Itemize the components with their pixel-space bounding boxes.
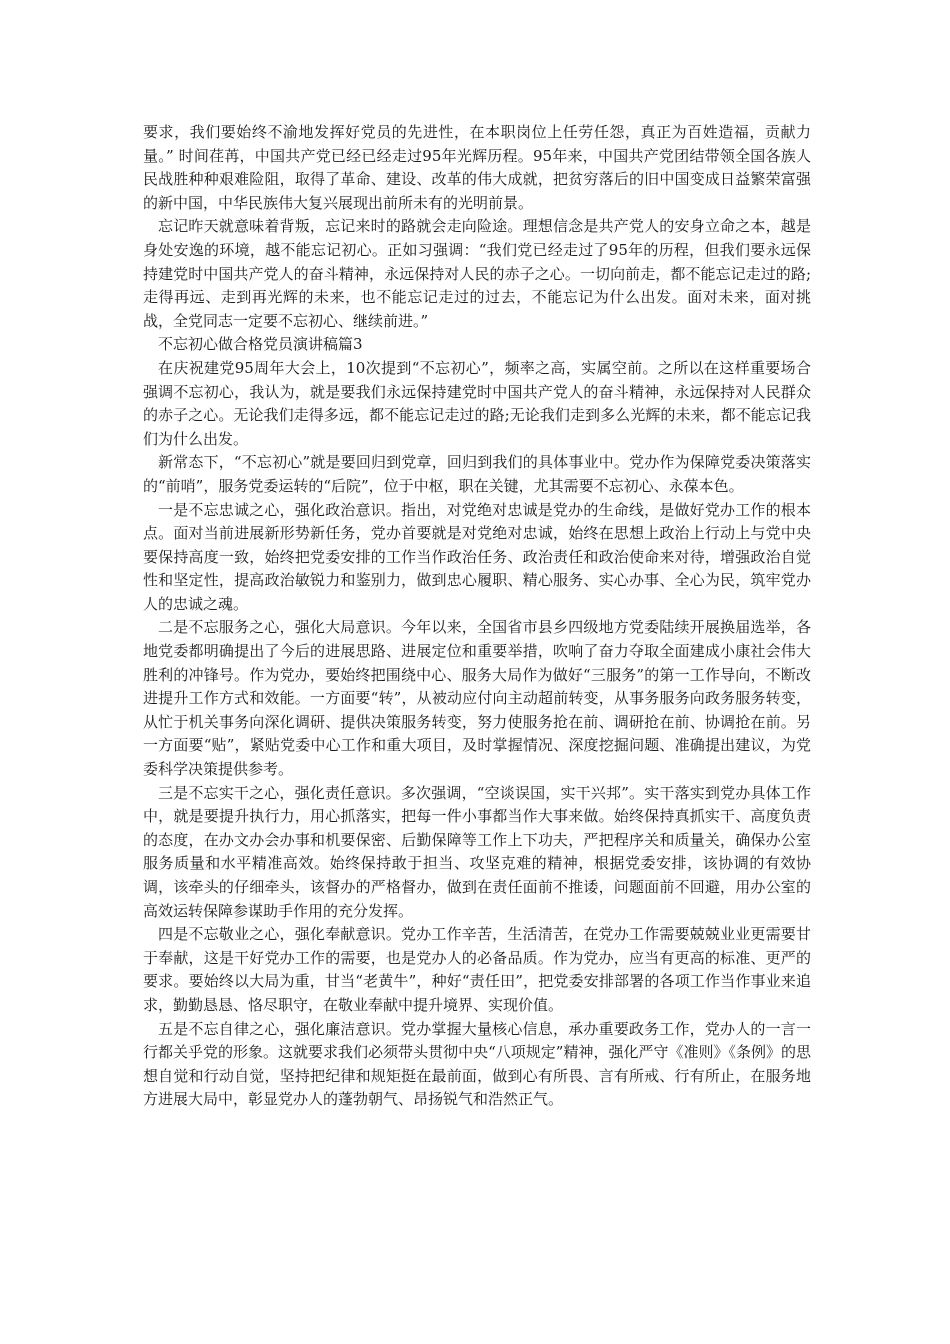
paragraph: 新常态下，“不忘初心”就是要回归到党章，回归到我们的具体事业中。党办作为保障党委决策落实的“前哨”，服务党委运转的“后院”，位于中枢，职在关键，尤其需要不忘初心、永葆本色。 — [143, 453, 811, 495]
paragraph: 忘记昨天就意味着背叛，忘记来时的路就会走向险途。理想信念是共产党人的安身立命之本，越是身处安逸的环境，越不能忘记初心。正如习强调：“我们党已经走过了95年的历程，但我们要永远保持建党时中国共产党人的奋斗精神，永远保持对人民的赤子之心。一切向前走，都不能忘记走过的路;走得再远、走到再光辉的未来，也不能忘记走过的过去，不能忘记为什么出发。面对未来，面对挑战，全党同志一定要不忘初心、继续前进。” — [143, 217, 811, 330]
paragraph: 三是不忘实干之心，强化责任意识。多次强调，“空谈误国，实干兴邦”。实干落实到党办具体工作中，就是要提升执行力，用心抓落实，把每一件小事都当作大事来做。始终保持真抓实干、高度负责的态度，在办文办会办事和机要保密、后勤保障等工作上下功夫，严把程序关和质量关，确保办公室服务质量和水平精准高效。始终保持敢于担当、攻坚克难的精神，根据党委安排，该协调的有效协调，该牵头的仔细牵头，该督办的严格督办，做到在责任面前不推诿，问题面前不回避，用办公室的高效运转保障参谋助手作用的充分发挥。 — [143, 783, 811, 920]
paragraph: 五是不忘自律之心，强化廉洁意识。党办掌握大量核心信息，承办重要政务工作，党办人的一言一行都关乎党的形象。这就要求我们必须带头贯彻中央“八项规定”精神，强化严守《准则》《条例》的思想自觉和行动自觉，坚持把纪律和规矩挺在最前面，做到心有所畏、言有所戒、行有所止，在服务地方进展大局中，彰显党办人的蓬勃朝气、昂扬锐气和浩然正气。 — [143, 1019, 811, 1109]
paragraph: 四是不忘敬业之心，强化奉献意识。党办工作辛苦，生活清苦，在党办工作需要兢兢业业更需要甘于奉献，这是干好党办工作的需要，也是党办人的必备品质。作为党办，应当有更高的标准、更严的要求。要始终以大局为重，甘当“老黄牛”，种好“责任田”，把党委安排部署的各项工作当作事业来追求，勤勤恳恳、恪尽职守，在敬业奉献中提升境界、实现价值。 — [143, 925, 811, 1014]
paragraph: 一是不忘忠诚之心，强化政治意识。指出，对党绝对忠诚是党办的生命线，是做好党办工作的根本点。面对当前进展新形势新任务，党办首要就是对党绝对忠诚，始终在思想上政治上行动上与党中央要保持高度一致，始终把党委安排的工作当作政治任务、政治责任和政治使命来对待，增强政治自觉性和坚定性，提高政治敏锐力和鉴别力，做到忠心履职、精心服务、实心办事、全心为民，筑牢党办人的忠诚之魂。 — [143, 500, 811, 613]
document-body — [143, 121, 811, 1112]
paragraph-continuation: 要求，我们要始终不渝地发挥好党员的先进性，在本职岗位上任劳任怨，真正为百姓造福，贡献力量。” 时间荏苒，中国共产党已经已经走过95年光辉历程。95年来，中国共产党团结带领全国各族人民战胜种种艰难险阻，取得了革命、建设、改革的伟大成就，把贫穷落后的旧中国变成日益繁荣富强的新中国，中华民族伟大复兴展现出前所未有的光明前景。 — [143, 123, 811, 212]
paragraph: 二是不忘服务之心，强化大局意识。今年以来，全国省市县乡四级地方党委陆续开展换届选举，各地党委都明确提出了今后的进展思路、进展定位和重要举措，吹响了奋力夺取全面建成小康社会伟大胜利的冲锋号。作为党办，要始终把围绕中心、服务大局作为做好“三服务”的第一工作导向，不断改进提升工作方式和效能。一方面要“转”，从被动应付向主动超前转变，从事务服务向政务服务转变，从忙于机关事务向深化调研、提供决策服务转变，努力使服务抢在前、调研抢在前、协调抢在前。另一方面要“贴”，紧贴党委中心工作和重大项目，及时掌握情况、深度挖掘问题、准确提出建议，为党委科学决策提供参考。 — [143, 618, 811, 779]
section-heading: 不忘初心做合格党员演讲稿篇3 — [158, 335, 363, 354]
paragraph: 在庆祝建党95周年大会上，10次提到“不忘初心”，频率之高，实属空前。之所以在这样重要场合强调不忘初心，我认为，就是要我们永远保持建党时中国共产党人的奋斗精神，永远保持对人民群众的赤子之心。无论我们走得多远，都不能忘记走过的路;无论我们走到多么光辉的未来，都不能忘记我们为什么出发。 — [143, 358, 811, 448]
